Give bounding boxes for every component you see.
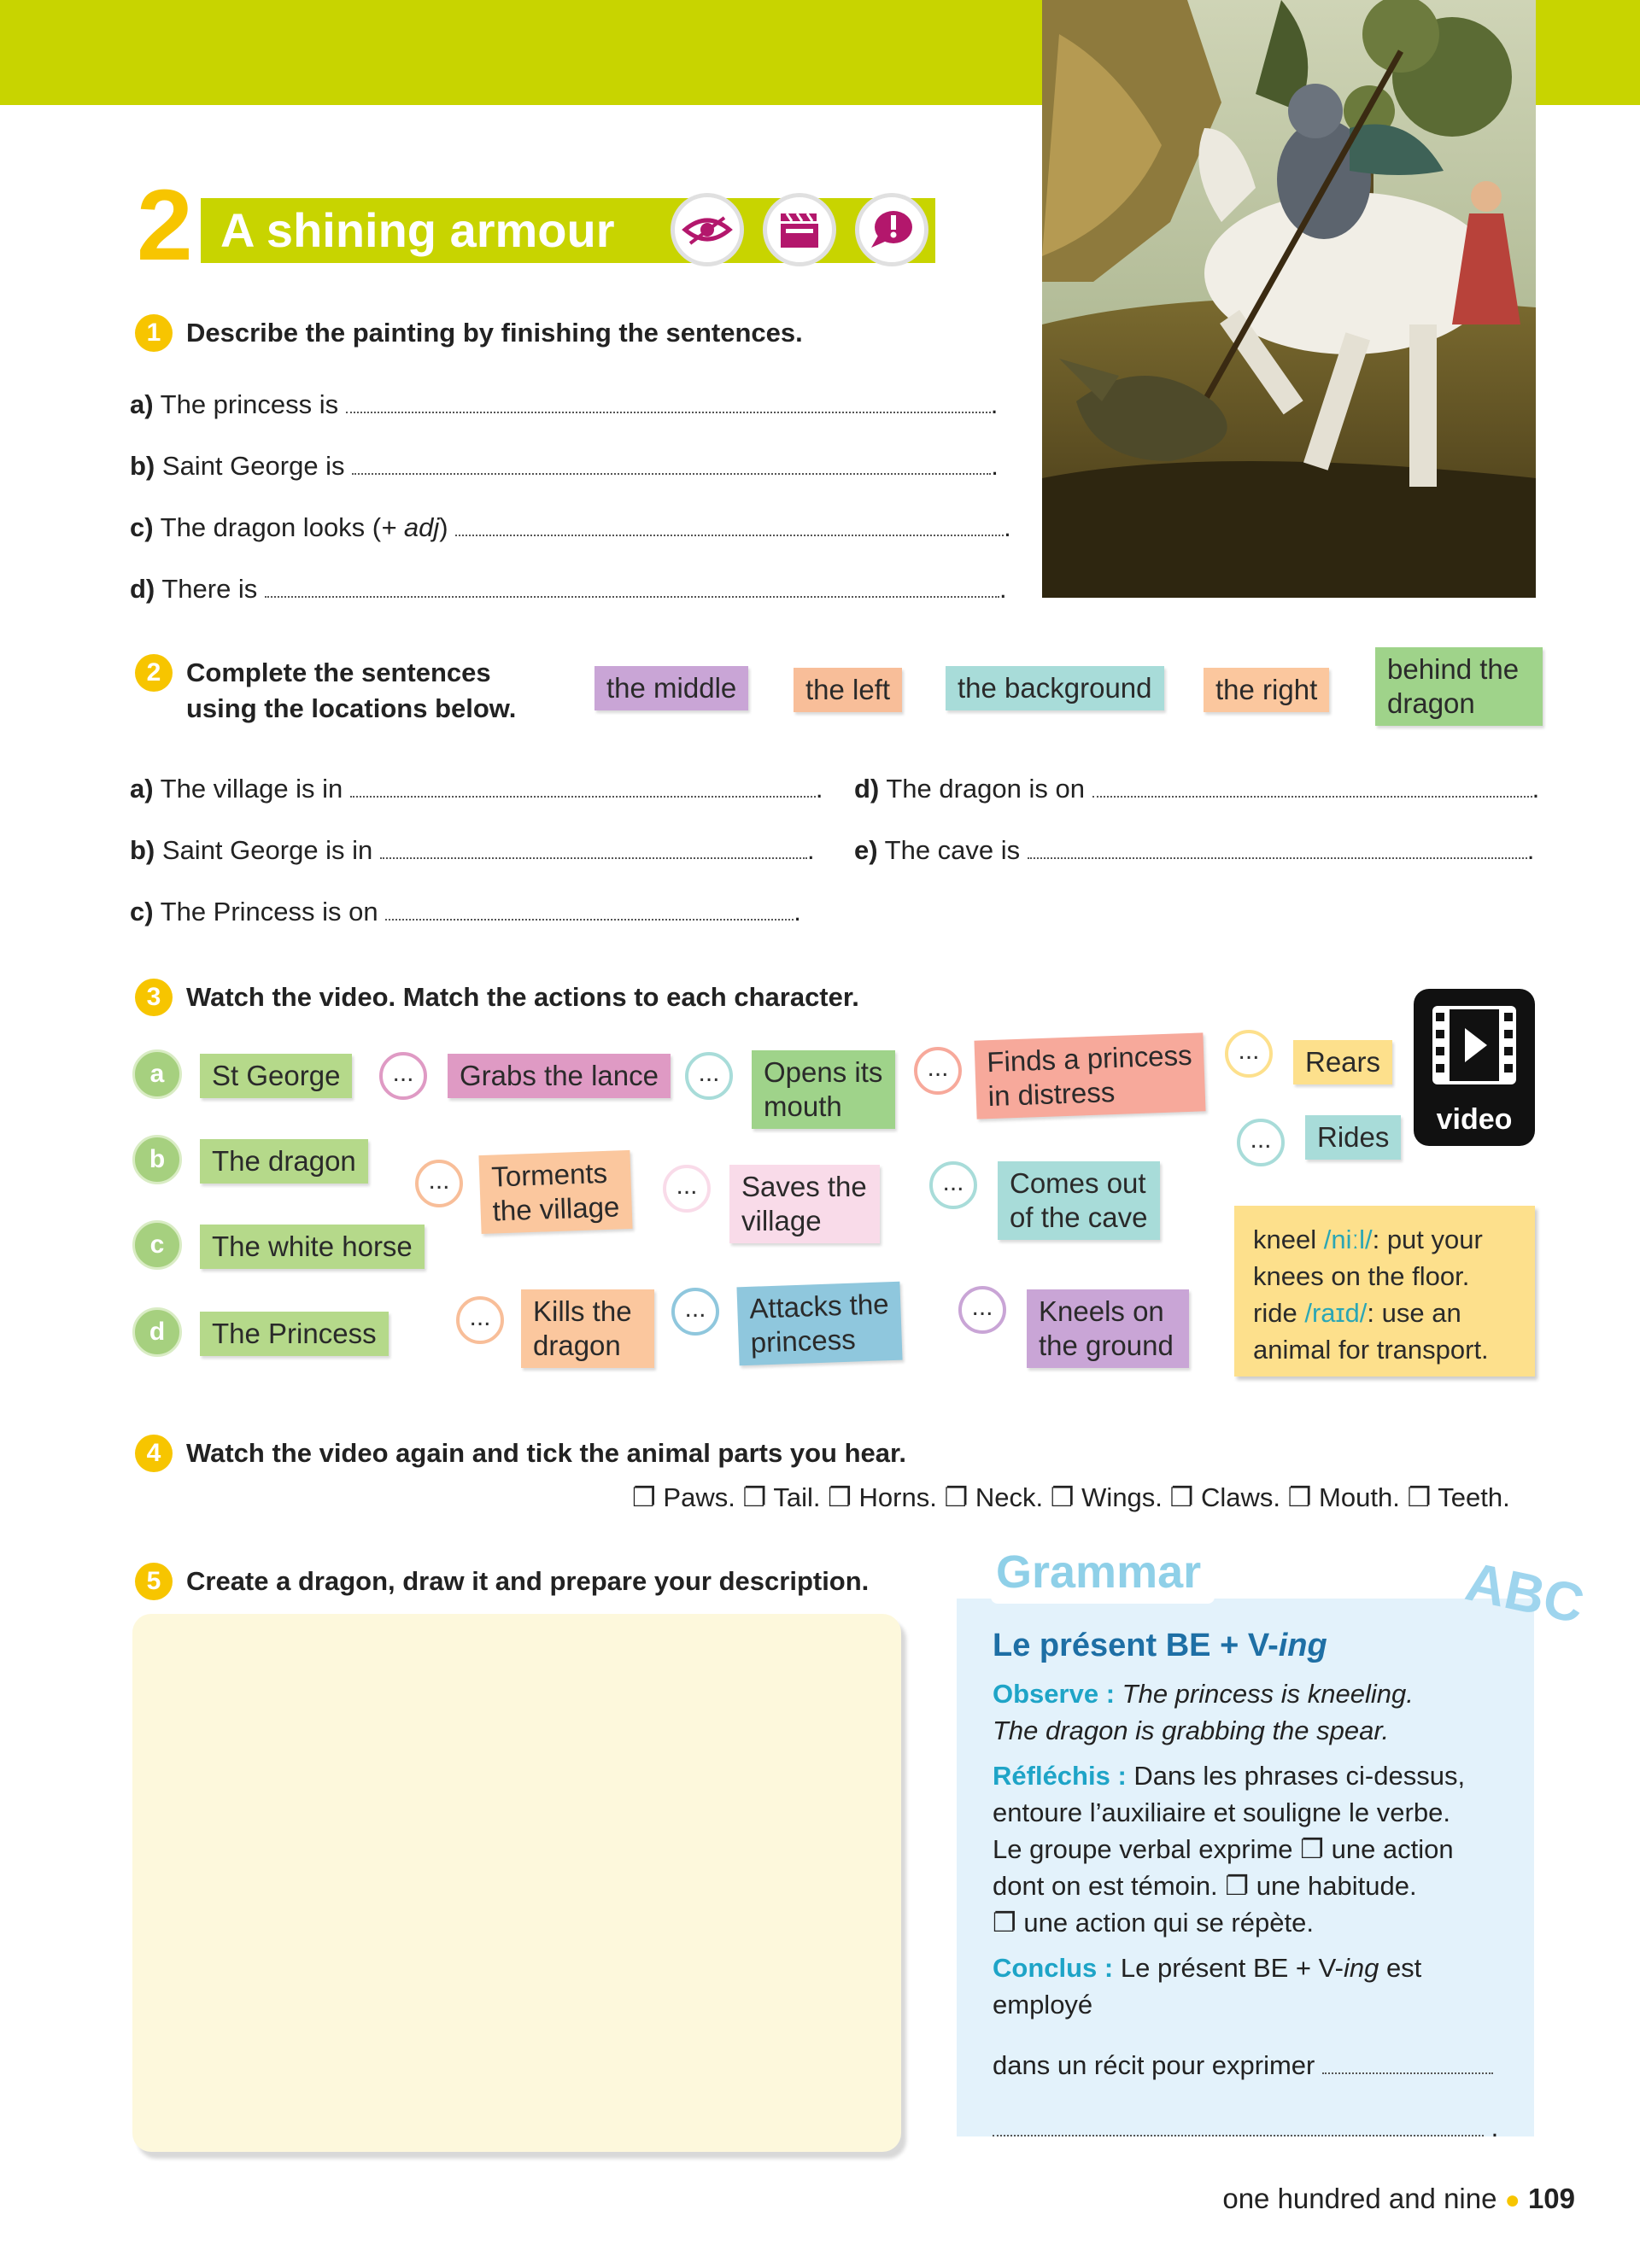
q3-instruction: Watch the video. Match the actions to each character.: [186, 982, 859, 1012]
location-tag-middle[interactable]: the middle: [594, 666, 748, 710]
q5-instruction: Create a dragon, draw it and prepare your description.: [186, 1566, 870, 1596]
character-letter-b: b: [132, 1135, 182, 1184]
checkbox[interactable]: ❐: [993, 1908, 1016, 1938]
answer-blank[interactable]: [1322, 2054, 1493, 2074]
answer-blank[interactable]: [1092, 777, 1532, 798]
q1-line-c: c) The dragon looks (+ adj) .: [130, 512, 1011, 542]
checkbox[interactable]: ❐: [1407, 1482, 1432, 1512]
character-letter-d: d: [132, 1307, 182, 1357]
q1-instruction: Describe the painting by finishing the sentences.: [186, 318, 803, 348]
character-letter-a: a: [132, 1049, 182, 1099]
checkbox[interactable]: ❐: [828, 1482, 852, 1512]
character-dragon[interactable]: The dragon: [200, 1139, 368, 1184]
checkbox[interactable]: ❐: [1050, 1482, 1075, 1512]
match-blank[interactable]: ...: [914, 1047, 962, 1095]
film-play-icon: [1429, 1002, 1520, 1088]
match-blank[interactable]: ...: [929, 1161, 977, 1209]
character-letter-c: c: [132, 1220, 182, 1270]
answer-blank[interactable]: [455, 516, 1004, 536]
match-blank[interactable]: ...: [1237, 1119, 1285, 1166]
question-number-1: 1: [135, 314, 173, 352]
answer-blank[interactable]: [1028, 839, 1527, 859]
vocabulary-note: kneel /niːl/: put your knees on the floor. ride /raɪd/: use an animal for transport.: [1234, 1206, 1535, 1377]
character-st-george[interactable]: St George: [200, 1054, 352, 1098]
q2-line-e: e) The cave is .: [854, 835, 1535, 865]
match-blank[interactable]: ...: [456, 1296, 504, 1344]
page-footer: one hundred and nine ● 109: [1222, 2183, 1575, 2214]
action-rides[interactable]: Rides: [1305, 1115, 1401, 1160]
action-finds-a-princess[interactable]: Finds a princess in distress: [974, 1032, 1205, 1119]
video-label: video: [1436, 1103, 1513, 1136]
answer-blank[interactable]: [265, 577, 999, 598]
answer-blank[interactable]: [993, 2116, 1484, 2136]
q2-line-c: c) The Princess is on .: [130, 897, 801, 926]
character-princess[interactable]: The Princess: [200, 1312, 389, 1356]
action-grabs-the-lance[interactable]: Grabs the lance: [448, 1054, 671, 1098]
action-opens-its-mouth[interactable]: Opens its mouth: [752, 1050, 895, 1129]
video-button[interactable]: [1414, 989, 1535, 1146]
question-number-5: 5: [135, 1563, 173, 1600]
location-tag-behind-dragon[interactable]: behind the dragon: [1375, 647, 1543, 726]
match-blank[interactable]: ...: [415, 1160, 463, 1207]
q2-line-a: a) The village is in .: [130, 774, 823, 804]
q2-instruction-line-2: using the locations below.: [186, 693, 517, 723]
match-blank[interactable]: ...: [379, 1052, 427, 1100]
q1-line-a: a) The princess is .: [130, 389, 999, 419]
answer-blank[interactable]: [385, 900, 794, 921]
match-blank[interactable]: ...: [671, 1288, 719, 1336]
grammar-title: Le présent BE + V-ing: [993, 1628, 1327, 1663]
answer-blank[interactable]: [346, 393, 991, 413]
q4-instruction: Watch the video again and tick the animal parts you hear.: [186, 1438, 906, 1468]
checkbox[interactable]: ❐: [1225, 1871, 1250, 1901]
match-blank[interactable]: ...: [685, 1052, 733, 1100]
match-blank[interactable]: ...: [958, 1286, 1006, 1334]
action-kneels-on-the-ground[interactable]: Kneels on the ground: [1027, 1289, 1189, 1368]
bullet-dot: ●: [1504, 2186, 1520, 2214]
abc-decoration: ABC: [1461, 1550, 1590, 1635]
checkbox[interactable]: ❐: [632, 1482, 656, 1512]
action-comes-out-of-the-cave[interactable]: Comes out of the cave: [998, 1161, 1160, 1240]
match-blank[interactable]: ...: [1225, 1030, 1273, 1078]
q2-line-d: d) The dragon is on .: [854, 774, 1540, 804]
character-white-horse[interactable]: The white horse: [200, 1225, 425, 1269]
checkbox[interactable]: ❐: [944, 1482, 969, 1512]
speech-bubble-exclamation-icon: [855, 193, 928, 266]
checkbox[interactable]: ❐: [1287, 1482, 1312, 1512]
answer-blank[interactable]: [350, 777, 816, 798]
action-saves-the-village[interactable]: Saves the village: [729, 1165, 880, 1243]
checkbox[interactable]: ❐: [1169, 1482, 1194, 1512]
question-number-3: 3: [135, 979, 173, 1016]
checkbox[interactable]: ❐: [742, 1482, 767, 1512]
q2-instruction-line-1: Complete the sentences: [186, 658, 491, 687]
checkbox[interactable]: ❐: [1300, 1834, 1324, 1864]
grammar-body: Observe : The princess is kneeling. The dragon is grabbing the spear. Réfléchis : Dans les phrases ci-dessus, entoure l’auxiliaire et souligne le verbe. Le groupe verbal exprime ❐ une action dont on est témoin. ❐ une habitude. ❐ une action qui se répète. Conclus : Le présent BE + V-ing est employé dans un récit pour exprimer .: [993, 1679, 1499, 2142]
action-rears[interactable]: Rears: [1293, 1040, 1392, 1084]
answer-blank[interactable]: [352, 454, 991, 475]
answer-blank[interactable]: [380, 839, 807, 859]
match-blank[interactable]: ...: [663, 1165, 711, 1213]
location-tag-left[interactable]: the left: [794, 668, 902, 712]
q4-checkbox-list: ❐ Paws. ❐ Tail. ❐ Horns. ❐ Neck. ❐ Wings. ❐ Claws. ❐ Mouth. ❐ Teeth.: [632, 1482, 1510, 1512]
drawing-area[interactable]: [132, 1614, 901, 2152]
section-number: 2: [137, 169, 193, 282]
q2-line-b: b) Saint George is in .: [130, 835, 815, 865]
action-torments-the-village[interactable]: Torments the village: [478, 1150, 632, 1234]
painting-saint-george: [1042, 0, 1536, 598]
clapperboard-icon: [763, 193, 836, 266]
page-number: 109: [1527, 2183, 1575, 2214]
location-tag-right[interactable]: the right: [1204, 668, 1329, 712]
action-kills-the-dragon[interactable]: Kills the dragon: [521, 1289, 654, 1368]
action-attacks-the-princess[interactable]: Attacks the princess: [736, 1282, 902, 1366]
question-number-2: 2: [135, 654, 173, 692]
section-title: A shining armour: [220, 203, 615, 257]
q1-line-b: b) Saint George is .: [130, 451, 999, 481]
grammar-tab: Grammar: [991, 1544, 1215, 1604]
q1-line-d: d) There is .: [130, 574, 1007, 604]
location-tag-background[interactable]: the background: [946, 666, 1164, 710]
eye-icon: [671, 193, 744, 266]
question-number-4: 4: [135, 1435, 173, 1472]
